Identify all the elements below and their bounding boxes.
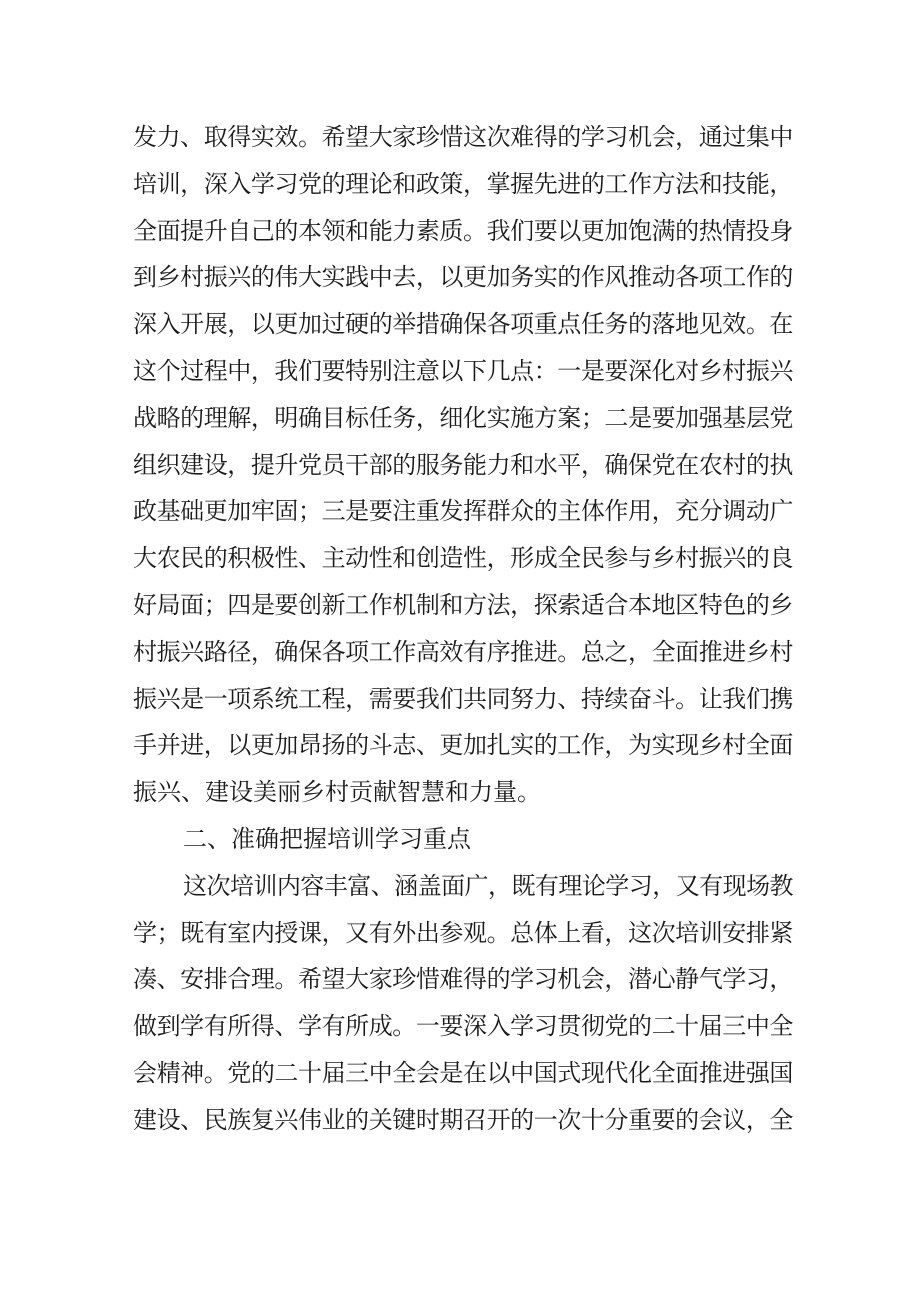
text-line: 村振兴路径，确保各项工作高效有序推进。总之，全面推进乡村 <box>133 637 793 666</box>
body-text <box>133 114 793 1144</box>
text-line: 组织建设，提升党员干部的服务能力和水平，确保党在农村的执 <box>133 450 793 479</box>
text-line: 学；既有室内授课，又有外出参观。总体上看，这次培训安排紧 <box>133 918 793 947</box>
text-line: 发力、取得实效。希望大家珍惜这次难得的学习机会，通过集中 <box>133 123 793 151</box>
text-line: 会精神。党的二十届三中全会是在以中国式现代化全面推进强国 <box>133 1058 793 1087</box>
paragraph-first-line: 这次培训内容丰富、涵盖面广，既有理论学习，又有现场教 <box>183 871 793 900</box>
text-line: 凑、安排合理。希望大家珍惜难得的学习机会，潜心静气学习， <box>133 965 793 994</box>
text-line: 建设、民族复兴伟业的关键时期召开的一次十分重要的会议，全 <box>133 1105 793 1134</box>
text-line: 大农民的积极性、主动性和创造性，形成全民参与乡村振兴的良 <box>133 544 793 573</box>
text-line: 到乡村振兴的伟大实践中去，以更加务实的作风推动各项工作的 <box>133 263 793 292</box>
text-line: 手并进，以更加昂扬的斗志、更加扎实的工作，为实现乡村全面 <box>133 731 793 760</box>
text-line: 振兴、建设美丽乡村贡献智慧和力量。 <box>133 778 541 807</box>
text-line: 这个过程中，我们要特别注意以下几点：一是要深化对乡村振兴 <box>133 356 793 385</box>
text-line: 政基础更加牢固；三是要注重发挥群众的主体作用，充分调动广 <box>133 497 793 526</box>
text-line: 好局面；四是要创新工作机制和方法，探索适合本地区特色的乡 <box>133 590 793 619</box>
text-line: 做到学有所得、学有所成。一要深入学习贯彻党的二十届三中全 <box>133 1012 793 1041</box>
text-line: 战略的理解，明确目标任务，细化实施方案；二是要加强基层党 <box>133 403 793 432</box>
text-line: 培训，深入学习党的理论和政策，掌握先进的工作方法和技能， <box>133 169 793 198</box>
text-line: 振兴是一项系统工程，需要我们共同努力、持续奋斗。让我们携 <box>133 684 793 713</box>
paragraph-first-line: 二、准确把握培训学习重点 <box>183 824 471 853</box>
text-line: 深入开展，以更加过硬的举措确保各项重点任务的落地见效。在 <box>133 310 793 339</box>
text-line: 全面提升自己的本领和能力素质。我们要以更加饱满的热情投身 <box>133 216 793 245</box>
